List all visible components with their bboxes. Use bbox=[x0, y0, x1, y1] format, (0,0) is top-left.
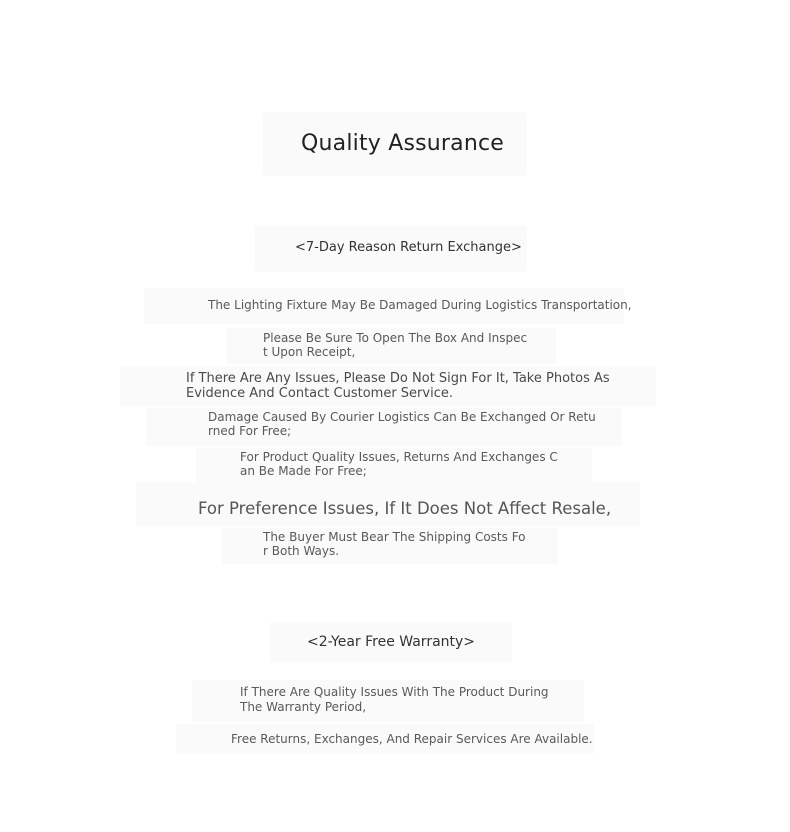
return-line-transport-damage: The Lighting Fixture May Be Damaged During Logistics Transportation, bbox=[208, 298, 632, 312]
return-line-courier-damage: Damage Caused By Courier Logistics Can Be Exchanged Or Retu rned For Free; bbox=[208, 410, 596, 438]
return-line-issues: If There Are Any Issues, Please Do Not Sign For It, Take Photos As Evidence And Contact Customer Service. bbox=[186, 371, 610, 401]
return-line-quality: For Product Quality Issues, Returns And Exchanges C an Be Made For Free; bbox=[240, 450, 558, 478]
return-section-heading: <7-Day Reason Return Exchange> bbox=[295, 240, 522, 255]
return-line-inspect: Please Be Sure To Open The Box And Inspec t Upon Receipt, bbox=[263, 331, 528, 359]
warranty-section-heading: <2-Year Free Warranty> bbox=[307, 634, 476, 650]
page-title: Quality Assurance bbox=[301, 131, 505, 156]
return-line-preference: For Preference Issues, If It Does Not Affect Resale, bbox=[198, 499, 612, 518]
warranty-line-quality-issues: If There Are Quality Issues With The Product During The Warranty Period, bbox=[240, 685, 549, 714]
warranty-line-services: Free Returns, Exchanges, And Repair Services Are Available. bbox=[231, 732, 593, 746]
return-line-shipping: The Buyer Must Bear The Shipping Costs Fo r Both Ways. bbox=[263, 530, 526, 558]
